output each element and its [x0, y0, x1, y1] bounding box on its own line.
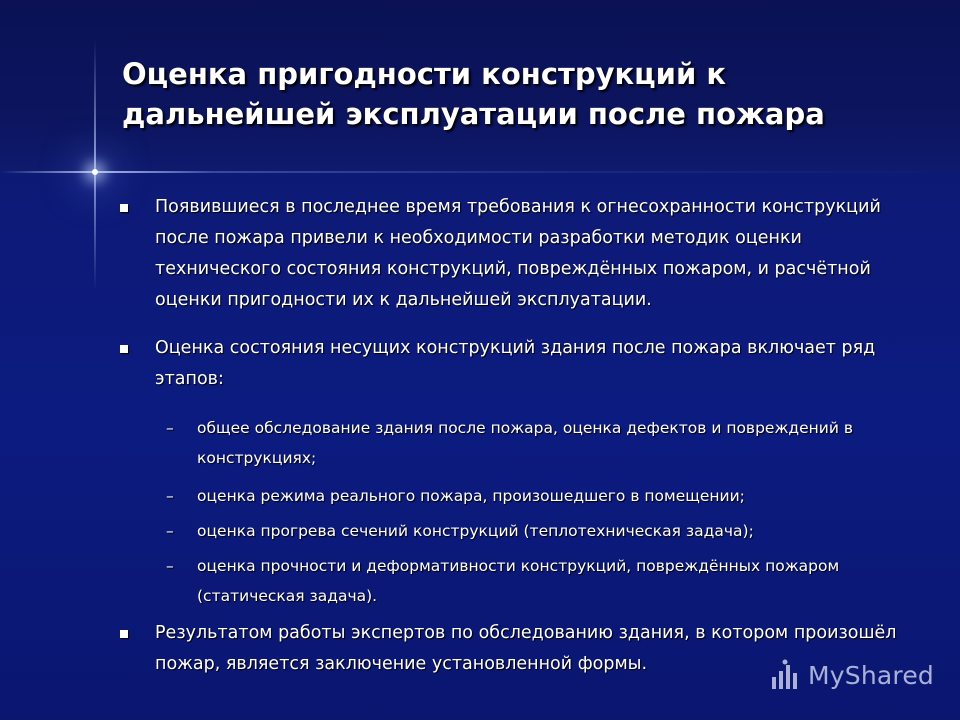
sub-list-item	[166, 481, 906, 511]
sub-list-text: общее обследование здания после пожара, оценка дефектов и повреждений в конструкциях;	[197, 419, 854, 467]
dash-marker: –	[166, 557, 174, 575]
bullet-text: Результатом работы экспертов по обследованию здания, в котором произошёл пожар, является заключение установленной формы.	[155, 623, 897, 674]
dash-marker: –	[166, 487, 174, 505]
bullet-square-icon	[120, 345, 128, 353]
sub-list-item	[166, 551, 906, 611]
sub-list-text: оценка прочности и деформативности конструкций, повреждённых пожаром (статическая задача).	[197, 557, 840, 605]
bullet-item	[120, 192, 910, 316]
watermark-text: MyShared	[808, 660, 934, 690]
dash-marker: –	[166, 419, 174, 437]
bullet-square-icon	[120, 204, 128, 212]
myshared-watermark	[770, 655, 934, 695]
bullet-text: Появившиеся в последнее время требования к огнесохранности конструкций после пожара привели к необходимости разработки методик оценки технического состояния конструкций, повреждённых пожаром, и расчётной оценки пригодности их к дальнейшей эксплуатации.	[155, 197, 881, 310]
sub-list-item	[166, 413, 906, 473]
bullet-text: Оценка состояния несущих конструкций здания после пожара включает ряд этапов:	[155, 338, 876, 389]
dash-marker: –	[166, 522, 174, 540]
sub-list-text: оценка прогрева сечений конструкций (теплотехническая задача);	[197, 522, 754, 540]
bullet-item	[120, 333, 910, 395]
sub-list-item	[166, 516, 906, 546]
sub-list-text: оценка режима реального пожара, произошедшего в помещении;	[197, 487, 745, 505]
slide-title: Оценка пригодности конструкций к дальнейшей эксплуатации после пожара	[122, 57, 825, 131]
bullet-square-icon	[120, 630, 128, 638]
myshared-logo-icon	[770, 659, 800, 691]
